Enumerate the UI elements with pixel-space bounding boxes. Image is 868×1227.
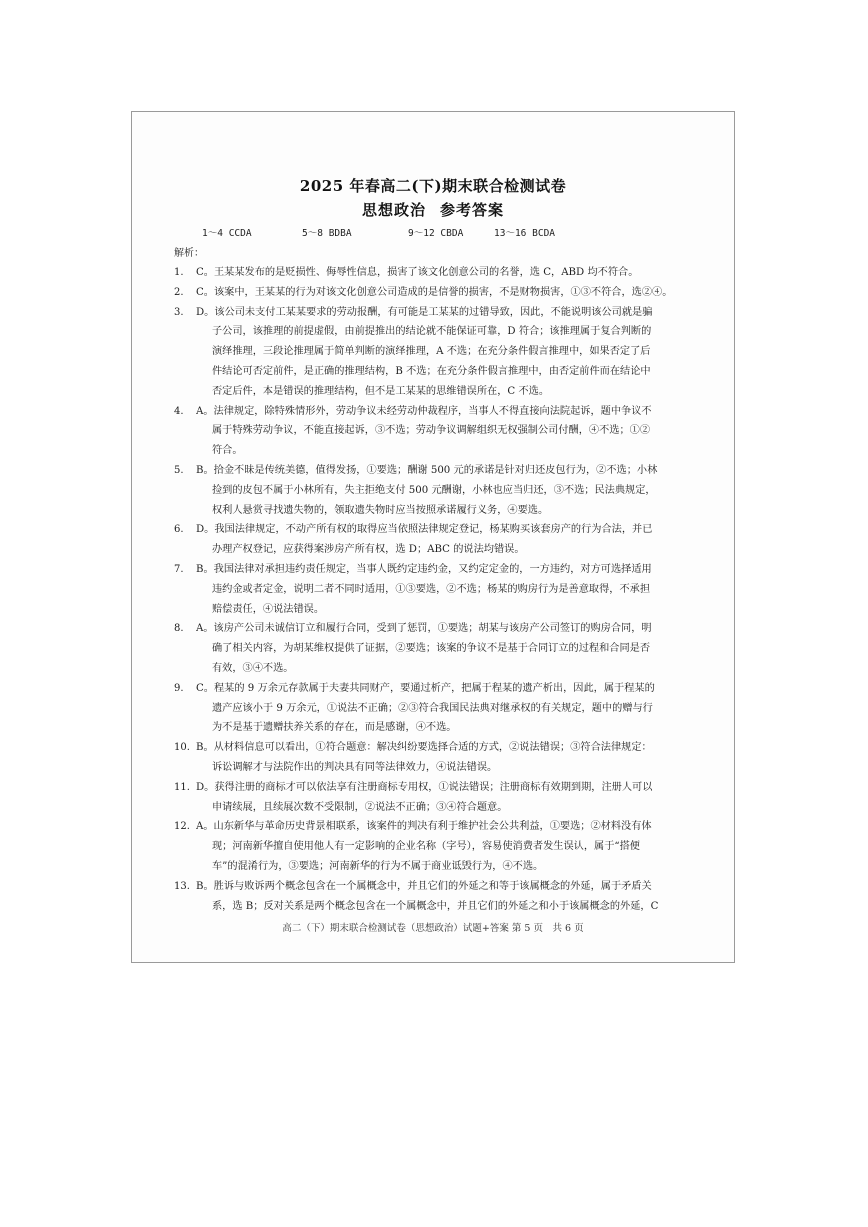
- explanation-line: 申请续展，且续展次数不受限制，②说法不正确；③④符合题意。: [212, 801, 508, 813]
- explanation-line: A。山东新华与革命历史背景相联系，该案件的判决有利于维护社会公共利益，①要选；②材料没有体: [196, 821, 652, 833]
- explanation-text: [196, 778, 696, 818]
- explanation-line: A。法律规定，除特殊情形外，劳动争议未经劳动仲裁程序，当事人不得直接向法院起诉，题中争议不: [196, 405, 652, 417]
- explanation-number: 6.: [174, 524, 184, 536]
- explanation-item: [174, 520, 696, 560]
- explanation-line: D。该公司未支付工某某要求的劳动报酬，有可能是工某某的过错导致，因此，不能说明该公司就是骗: [196, 306, 653, 318]
- explanation-line: B。从材料信息可以看出，①符合题意：解决纠纷要选择合适的方式，②说法错误；③符合法律规定：: [196, 742, 652, 754]
- explanation-line: 符合。: [212, 445, 243, 457]
- answer-key-range: 13～16: [494, 228, 527, 239]
- explanation-text: [196, 560, 696, 619]
- explanation-line: 子公司，该推理的前提虚假，由前提推出的结论就不能保证可靠，D 符合；该推理属于复合判断的: [212, 326, 652, 338]
- explanation-item: [174, 461, 696, 520]
- answer-key-group-1: [202, 225, 252, 239]
- explanation-number: 12.: [174, 821, 190, 833]
- explanation-item: [174, 560, 696, 619]
- explanation-line: 现；河南新华擅自使用他人有一定影响的企业名称（字号），容易使消费者发生误认，属于“搭便: [212, 841, 640, 853]
- explanation-text: [196, 619, 696, 678]
- explanation-line: 否定后件，本是错误的推理结构，但不是工某某的思维错误所在，C 不选。: [212, 385, 550, 397]
- answer-key-answers: BCDA: [532, 228, 556, 239]
- exam-title: 2025 年春高二(下)期末联合检测试卷: [299, 177, 567, 195]
- explanation-line: 系，选 B；反对关系是两个概念包含在一个属概念中，并且它们的外延之和小于该属概念的外延，C: [212, 900, 659, 912]
- answer-label: 参考答案: [440, 201, 505, 219]
- explanation-line: 车”的混淆行为，③要选；河南新华的行为不属于商业诋毁行为，④不选。: [212, 860, 544, 872]
- explanation-item: [174, 817, 696, 876]
- explanation-line: 演绎推理，三段论推理属于简单判断的演绎推理，A 不选；在充分条件假言推理中，如果否定了后: [212, 346, 651, 358]
- explanation-line: 捡到的皮包不属于小林所有，失主拒绝支付 500 元酬谢，小林也应当归还，③不选；民法典规定，: [212, 484, 656, 496]
- explanation-number: 1.: [174, 267, 184, 278]
- explanation-number: 10.: [174, 742, 190, 754]
- explanation-item: [174, 877, 696, 917]
- explanation-text: [196, 520, 696, 560]
- explanation-list: [174, 263, 696, 916]
- explanation-number: 5.: [174, 464, 184, 476]
- answer-key-answers: CCDA: [228, 228, 252, 239]
- explanation-item: [174, 679, 696, 738]
- explanation-text: [196, 877, 696, 917]
- explanation-item: [174, 619, 696, 678]
- explanation-number: 3.: [174, 306, 184, 318]
- explanation-number: 9.: [174, 682, 184, 694]
- explanation-line: D。我国法律规定，不动产所有权的取得应当依照法律规定登记，杨某购买该套房产的行为合法，并已: [196, 524, 653, 536]
- explanation-text: [196, 738, 696, 778]
- explanation-line: D。获得注册的商标才可以依法享有注册商标专用权，①说法错误；注册商标有效期到期，注册人可以: [196, 781, 653, 793]
- explanation-number: 2.: [174, 286, 184, 298]
- explanation-line: B。拾金不昧是传统美德，值得发扬，①要选；酬谢 500 元的承诺是针对归还皮包行为，②不选；小林: [196, 464, 658, 476]
- explanation-text: [196, 679, 696, 738]
- explanation-line: C。王某某发布的是贬损性、侮辱性信息，损害了该文化创意公司的名誉，选 C，ABD 均不符合。: [196, 267, 639, 278]
- answer-key-group-3: [408, 225, 463, 239]
- explanation-line: 件结论可否定前件，是正确的推理结构，B 不选；在充分条件假言推理中，由否定前件而在结论中: [212, 365, 651, 377]
- explanation-line: 属于特殊劳动争议，不能直接起诉，③不选；劳动争议调解组织无权强制公司付酬，④不选；①②: [212, 425, 651, 437]
- explanation-line: 为不是基于遗赠扶养关系的存在，而是感谢，④不选。: [212, 722, 457, 734]
- explanation-line: 赔偿责任，④说法错误。: [212, 603, 325, 615]
- exam-subtitle: [132, 199, 734, 220]
- explanation-heading: 解析：: [174, 248, 204, 259]
- explanation-text: [196, 283, 696, 303]
- explanation-line: 权利人悬赏寻找遗失物的，领取遗失物时应当按照承诺履行义务，④要选。: [212, 504, 549, 516]
- answer-key-answers: CBDA: [440, 228, 464, 239]
- explanation-number: 13.: [174, 880, 190, 892]
- explanation-line: 确了相关内容，为胡某维权提供了证据，②要选；该案的争议不是基于合同订立的过程和合同是否: [212, 643, 651, 655]
- explanation-text: [196, 817, 696, 876]
- explanation-text: [196, 303, 696, 402]
- subject-label: 思想政治: [361, 201, 426, 219]
- explanation-line: C。该案中，王某某的行为对该文化创意公司造成的是信誉的损害，不是财物损害，①③不符合，选②④。: [196, 286, 673, 298]
- page-footer: 高二（下）期末联合检测试卷（思想政治）试题+答案 第 5 页 共 6 页: [282, 923, 584, 934]
- explanation-item: [174, 283, 696, 303]
- explanation-line: 遗产应该小于 9 万余元，①说法不正确；②③符合我国民法典对继承权的有关规定，题中的赠与行: [212, 702, 653, 714]
- explanation-line: 有效，③④不选。: [212, 662, 294, 674]
- answer-key-group-4: [494, 225, 555, 239]
- answer-key-range: 9～12: [408, 228, 435, 239]
- explanation-line: A。该房产公司未诚信订立和履行合同，受到了惩罚，①要选；胡某与该房产公司签订的购房合同，明: [196, 623, 652, 635]
- explanation-number: 4.: [174, 405, 184, 417]
- explanation-number: 11.: [174, 781, 190, 793]
- explanation-line: C。程某的 9 万余元存款属于夫妻共同财产，要通过析产，把属于程某的遗产析出，因此，属于程某的: [196, 682, 655, 694]
- explanation-text: [196, 402, 696, 461]
- explanation-item: [174, 303, 696, 402]
- explanation-line: B。胜诉与败诉两个概念包含在一个属概念中，并且它们的外延之和等于该属概念的外延，属于矛盾关: [196, 880, 652, 892]
- explanation-line: 办理产权登记，应获得案涉房产所有权，选 D；ABC 的说法均错误。: [212, 544, 525, 556]
- answer-sheet-page: [131, 111, 735, 963]
- explanation-text: [196, 461, 696, 520]
- answer-key-group-2: [302, 225, 352, 239]
- explanation-number: 8.: [174, 623, 184, 635]
- explanation-line: 诉讼调解才与法院作出的判决具有同等法律效力，④说法错误。: [212, 761, 498, 773]
- explanation-item: [174, 778, 696, 818]
- explanation-line: 违约金或者定金，说明二者不同时适用，①③要选，②不选；杨某的购房行为是善意取得，不承担: [212, 583, 651, 595]
- explanation-item: [174, 402, 696, 461]
- answer-key-range: 1～4: [202, 228, 223, 239]
- explanation-item: [174, 263, 696, 283]
- explanation-item: [174, 738, 696, 778]
- answer-key-answers: BDBA: [328, 228, 352, 239]
- answer-key-range: 5～8: [302, 228, 323, 239]
- explanation-text: [196, 263, 696, 283]
- explanation-number: 7.: [174, 563, 184, 575]
- explanation-line: B。我国法律对承担违约责任规定，当事人既约定违约金，又约定定金的，一方违约，对方可选择适用: [196, 563, 652, 575]
